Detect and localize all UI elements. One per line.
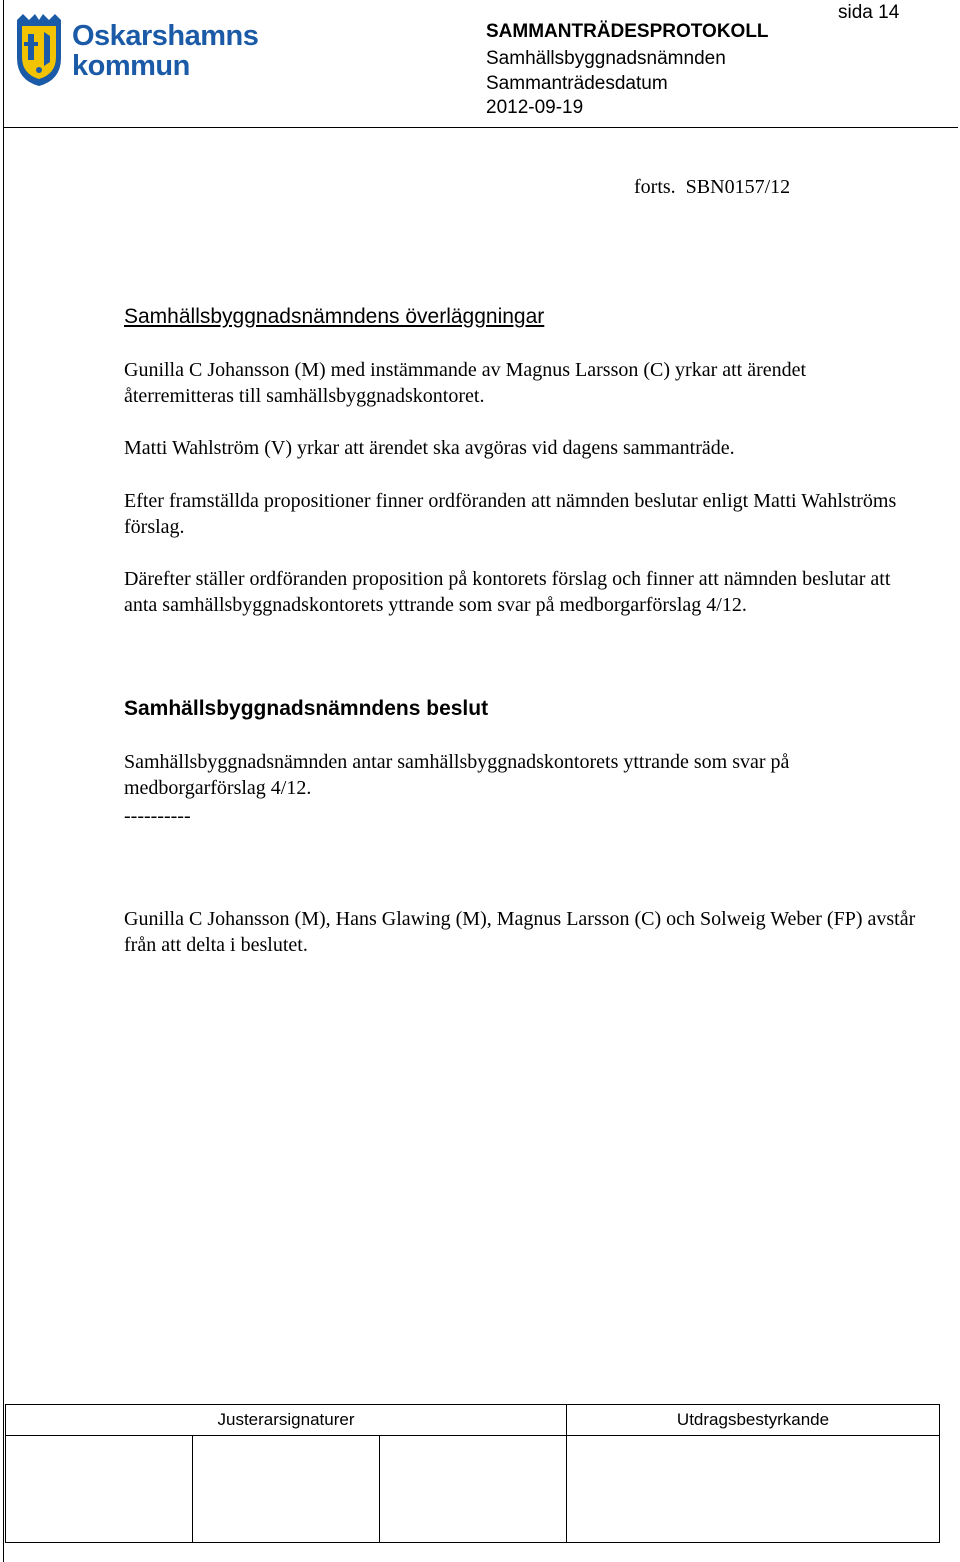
deliberations-paragraph-1: Gunilla C Johansson (M) med instämmande av Magnus Larsson (C) yrkar att ärendet återremitteras till samhällsbyggnadskontoret. — [124, 359, 807, 407]
signatures-label: Justerarsignaturer — [6, 1405, 567, 1436]
left-border — [3, 0, 4, 1562]
abstain-note: Gunilla C Johansson (M), Hans Glawing (M), Magnus Larsson (C) och Solweig Weber (FP) avstår från att delta i beslutet. — [124, 908, 916, 956]
extract-box — [567, 1436, 940, 1543]
signature-box-2 — [193, 1436, 380, 1543]
extract-label: Utdragsbestyrkande — [567, 1405, 940, 1436]
header-divider — [3, 127, 958, 128]
separator-line: ---------- — [124, 805, 191, 827]
municipality-logo — [14, 14, 264, 88]
deliberations-paragraph-4: Därefter ställer ordföranden proposition på kontorets förslag och finner att nämnden beslutar att anta samhällsbyggnadskontorets yttrande som svar på medborgarförslag 4/12. — [124, 568, 891, 616]
meeting-date: 2012-09-19 — [486, 97, 584, 118]
deliberations-heading: Samhällsbyggnadsnämndens överläggningar — [124, 305, 545, 328]
logo-text-line2: kommun — [72, 50, 190, 82]
signature-box-3 — [380, 1436, 567, 1543]
logo-text-line1: Oskarshamns — [72, 20, 259, 52]
coat-of-arms-icon — [14, 14, 64, 88]
decision-heading: Samhällsbyggnadsnämndens beslut — [124, 697, 489, 720]
decision-text: Samhällsbyggnadsnämnden antar samhällsbyggnadskontorets yttrande som svar på medborgarförslag 4/12. — [124, 751, 790, 799]
deliberations-paragraph-3: Efter framställda propositioner finner ordföranden att nämnden beslutar enligt Matti Wahlströms förslag. — [124, 490, 897, 538]
date-label: Sammanträdesdatum — [486, 73, 668, 94]
document-type: SAMMANTRÄDESPROTOKOLL — [486, 21, 769, 42]
deliberations-paragraph-2: Matti Wahlström (V) yrkar att ärendet ska avgöras vid dagens sammanträde. — [124, 437, 735, 459]
signature-table — [5, 1404, 940, 1543]
page-number: sida 14 — [838, 2, 900, 23]
committee-name: Samhällsbyggnadsnämnden — [486, 48, 726, 69]
case-reference: forts. SBN0157/12 — [634, 176, 791, 198]
signature-box-1 — [6, 1436, 193, 1543]
